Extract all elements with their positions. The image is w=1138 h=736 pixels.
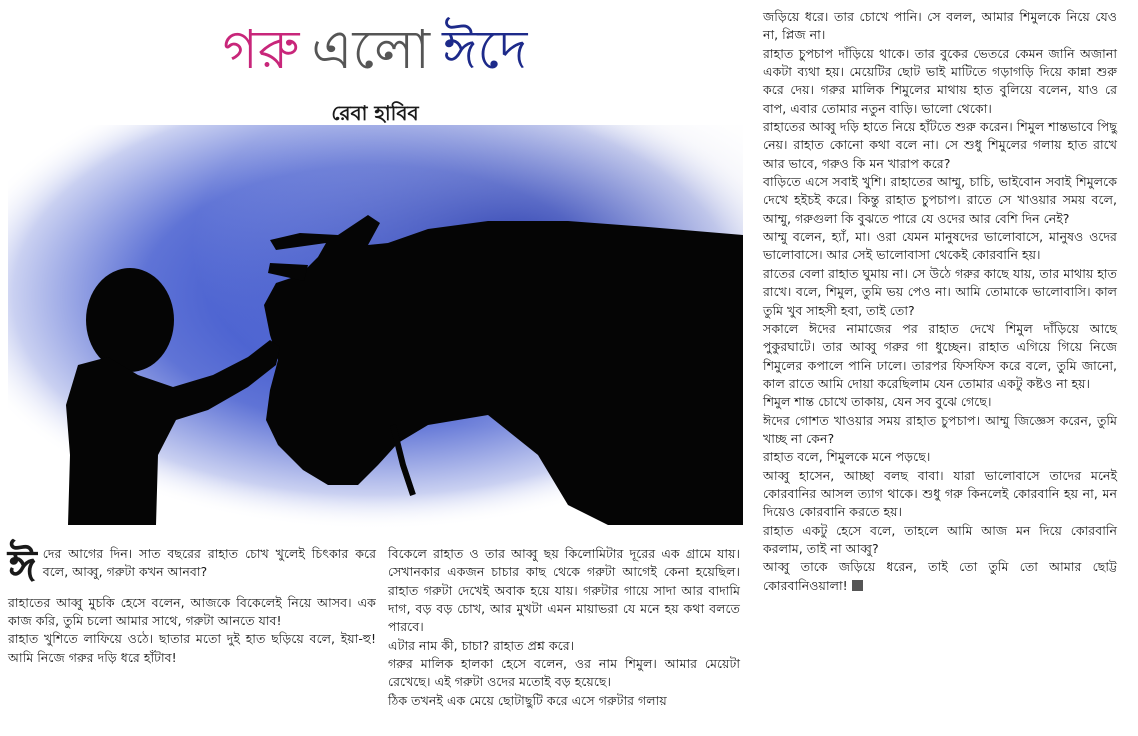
paragraph-text: দের আগের দিন। সাত বছরের রাহাত চোখ খুলেই চিৎকার করে বলে, আব্বু, গরুটা কখন আনবা?	[42, 546, 376, 580]
article-paragraph	[763, 558, 1117, 595]
article-paragraph: জড়িয়ে ধরে। তার চোখে পানি। সে বলল, আমার শিমুলকে নিয়ে যেও না, প্লিজ না।	[763, 9, 1117, 43]
headline-word-2: এলো	[311, 18, 431, 81]
end-mark	[852, 580, 863, 591]
article-column-2	[388, 545, 740, 710]
article-paragraph: রাতের বেলা রাহাত ঘুমায় না। সে উঠে গরুর কাছে যায়, তার মাথায় হাত রাখে। বলে, শিমুল, তুমি ভয় পেও না। আমি তোমাকে ভালোবাসি। কাল তুমি খুব সাহসী হবা, তাই তো?	[763, 265, 1117, 318]
article-paragraph: রাহাতের আব্বু মুচকি হেসে বলেন, আজকে বিকেলেই নিয়ে আসব। এক কাজ করি, তুমি চলো আমার সাথে, গরুটা আনতে যাব!	[8, 594, 376, 629]
article-paragraph: গরুর মালিক হালকা হেসে বলেন, ওর নাম শিমুল। আমার মেয়েটা রেখেছে। এই গরুটা ওদের মতোই বড় হয়েছে।	[388, 656, 740, 690]
article-paragraph	[8, 541, 376, 592]
headline-word-1: গরু	[222, 18, 300, 81]
author-byline: রেবা হাবিব	[331, 101, 419, 125]
article-paragraph: রাহাত খুশিতে লাফিয়ে ওঠে। ছাতার মতো দুই হাত ছড়িয়ে বলে, ইয়া-হু! আমি নিজে গরুর দড়ি ধরে হাঁটাব!	[8, 631, 376, 665]
article-paragraph: রাহাত বলে, শিমুলকে মনে পড়ছে।	[763, 449, 931, 465]
drop-cap: ঈ	[8, 541, 37, 592]
article-paragraph: রাহাতের আব্বু দড়ি হাতে নিয়ে হাঁটতে শুরু করেন। শিমুল শান্তভাবে পিছু নেয়। রাহাত কোনো কথা বলে না। সে শুধু শিমুলের গলায় হাত রাখে আর ভাবে, গরুও কি মন খারাপ করে?	[763, 119, 1117, 171]
article-paragraph: রাহাত চুপচাপ দাঁড়িয়ে থাকে। তার বুকের ভেতরে কেমন জানি অজানা একটা ব্যথা হয়। মেয়েটির ছোট ভাই মাটিতে গড়াগড়ি দিয়ে কান্না শুরু করে দেয়। গরুর মালিক শিমুলের মাথায় হাত বুলিয়ে বলেন, যাও রে বাপ, এবার তোমার নতুন বাড়ি। ভালো থেকো।	[763, 45, 1117, 116]
article-paragraph: আব্বু হাসেন, আচ্ছা বলছ বাবা। যারা ভালোবাসে তাদের মনেই কোরবানির আসল ত্যাগ থাকে। শুধু গরু কিনলেই কোরবানি হয় না, মন দিয়েও কোরবানি করতে হয়।	[763, 467, 1117, 520]
story-illustration	[8, 125, 743, 530]
headline-word-3: ঈদে	[442, 18, 528, 81]
article-paragraph: শিমুল শান্ত চোখে তাকায়, যেন সব বুঝে গেছে।	[763, 394, 992, 410]
article-paragraph: বিকেলে রাহাত ও তার আব্বু ছয় কিলোমিটার দূরের এক গ্রামে যায়। সেখানকার একজন চাচার কাছ থেকে গরুটা আগেই কেনা হয়েছিল। রাহাত গরুটা দেখেই অবাক হয়ে যায়। গরুটার গায়ে সাদা আর বাদামি দাগ, বড় বড় চোখ, আর মুখটা এমন মায়াভরা যে মনে হয় কথা বলতে পারবে।	[388, 546, 740, 635]
article-paragraph: বাড়িতে এসে সবাই খুশি। রাহাতের আম্মু, চাচি, ভাইবোন সবাই শিমুলকে দেখে হইচই করে। কিন্তু রাহাত চুপচাপ। রাতে সে খাওয়ার সময় বলে, আম্মু, গরুগুলা কি বুঝতে পারে যে ওদের আর বেশি দিন নেই?	[763, 174, 1117, 226]
article-column-1	[8, 541, 376, 667]
paragraph-text: আব্বু তাকে জড়িয়ে ধরেন, তাই তো তুমি তো আমার ছোট্ট কোরবানিওয়ালা!	[763, 559, 1117, 593]
article-paragraph: আম্মু বলেন, হ্যাঁ, মা। ওরা যেমন মানুষদের ভালোবাসে, মানুষও ওদের ভালোবাসে। আর সেই ভালোবাসা থেকেই কোরবানি হয়।	[763, 229, 1117, 263]
boy-head	[86, 268, 174, 372]
article-paragraph: সকালে ঈদের নামাজের পর রাহাত দেখে শিমুল দাঁড়িয়ে আছে পুকুরঘাটে। তার আব্বু গরুর গা ধুচ্ছেন। রাহাত এগিয়ে গিয়ে নিজে শিমুলের কপালে পানি ঢালে। তারপর ফিসফিস করে বলে, তুমি জানো, কাল রাতে আমি দোয়া করেছিলাম যেন তোমার একটু কষ্টও না হয়।	[763, 320, 1117, 391]
article-paragraph: ঠিক তখনই এক মেয়ে ছোটাছুটি করে এসে গরুটার গলায়	[388, 692, 667, 708]
article-paragraph: ঈদের গোশত খাওয়ার সময় রাহাত চুপচাপ। আম্মু জিজ্ঞেস করেন, তুমি খাচ্ছ না কেন?	[763, 412, 1117, 446]
article-paragraph: এটার নাম কী, চাচা? রাহাত প্রশ্ন করে।	[388, 637, 575, 653]
article-paragraph: রাহাত একটু হেসে বলে, তাহলে আমি আজ মন দিয়ে কোরবানি করলাম, তাই না আব্বু?	[763, 522, 1117, 556]
article-column-3	[763, 8, 1117, 595]
headline	[150, 10, 600, 90]
